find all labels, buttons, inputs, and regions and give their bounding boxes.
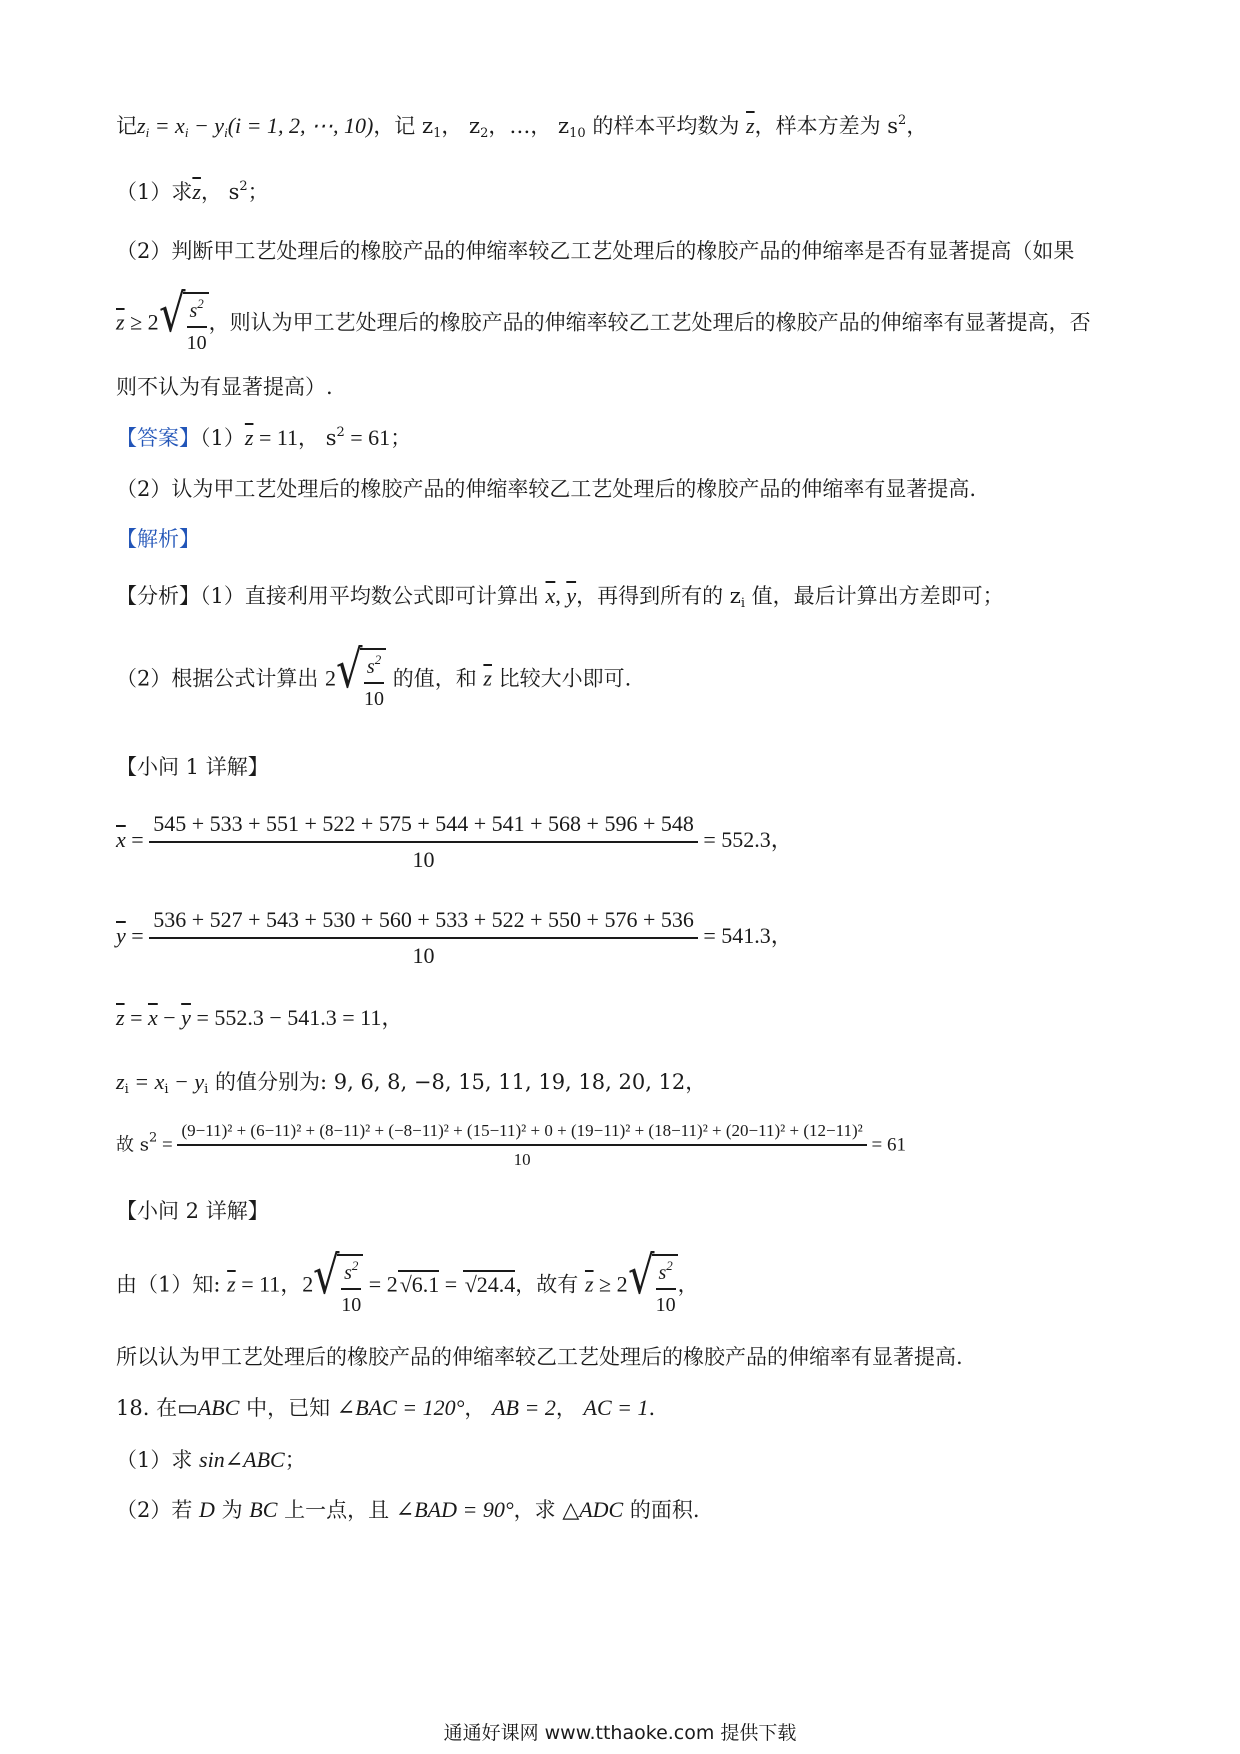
intro-z2-sub: 2 [480,126,489,141]
zbar-y: $\overline{y}$ [181,1005,191,1030]
intro-x-sub: i [184,125,189,140]
answer-eq2: = 61 [344,425,391,450]
sub2-root1-value: 6.1 [411,1271,440,1297]
xbar-symbol: $\overline{x}$ [116,827,126,852]
analysis-sqrt: √ $\frac{s^2}{10}$ [336,640,385,710]
q18-end: . [648,1396,656,1420]
intro-range: (i = 1, 2, ⋯, 10) [227,113,374,138]
q18-ac: AC = 1 [583,1395,649,1420]
zbar-eq2: = 552.3 − 541.3 = 11， [190,1005,404,1030]
intro-sq: 2 [898,113,907,128]
q2-ten: 10 [186,332,207,354]
q18-sep1: ， [464,1396,493,1420]
sub2-sqrt-a: √ $\frac{s^2}{10}$ [313,1246,362,1316]
answer-p1-label: （1） [200,426,245,450]
sub2-ten: 10 [341,1294,362,1316]
q2-sqrt: √ $\frac{s^2}{10}$ [158,284,207,354]
answer-zbar: $\overline{z}$ [244,425,254,450]
zi-list: 的值分别为: 9, 6, 8, −8, 15, 11, 19, 18, 20, 12， [208,1070,707,1094]
question-2-line3: 则不认为有显著提高）. [116,375,333,399]
analysis-zbar: $\overline{z}$ [483,665,492,691]
zi-minus: − y [168,1069,205,1094]
intro-zbar: $\overline{z}$ [746,113,755,138]
ybar-result: = 541.3， [697,923,793,948]
sub2-sqrt-b: √ $\frac{s^2}{10}$ [627,1246,676,1316]
xbar-equation: $\overline{x}$ = $\frac{545 + 533 + 551 + 522 + 575 + 544 + 541 + 568 + 596 + 548}{10}$ = 552.3， [116,811,793,872]
zbar-eq1: = [124,1005,148,1030]
q18-sep2: ， [555,1396,584,1420]
sub2-eq: = 11， [235,1271,303,1297]
q18-p2b: 为 [214,1498,250,1522]
variance-equation: 故 $s^2$ = (9−11)² + (6−11)² + (8−11)² + (−8−11)² + (15−11)² + 0 + (19−11)² + (18−11)² + (20−11)² + (12−11)² 10 = 61 [116,1121,906,1170]
analysis-comma: , [555,583,567,608]
q2-line2-text: ，则认为甲工艺处理后的橡胶产品的伸缩率较乙工艺处理后的橡胶产品的伸缩率有显著提高，否 [208,310,1091,335]
question-18-part1 [116,1446,306,1474]
intro-ellipsis: ，…， z [488,114,570,138]
analysis-sq: 2 [374,652,382,667]
q18-head: 18. 在 [116,1396,178,1420]
sub2-tag: 【小问 2 详解】 [116,1199,269,1223]
q18-p2a: （2）若 [116,1498,200,1522]
q1-end: ； [247,180,269,204]
sub2-mid: ，故有 [515,1272,585,1297]
sub2-s: s [344,1262,352,1284]
sub2-eq2: = 2 [363,1271,398,1297]
zi-sub: i [124,1082,129,1097]
answer-sq: 2 [336,425,345,440]
zbar-equation [116,1004,403,1032]
zbar-x: $\overline{x}$ [147,1005,158,1030]
analysis-ybar: $\overline{y}$ [566,583,577,608]
q18-triangle: ▭ABC [177,1395,240,1420]
variance-numerator: (9−11)² + (6−11)² + (8−11)² + (−8−11)² + (15−11)² + 0 + (19−11)² + (18−11)² + (20−11)² + (12−11)² [177,1120,866,1146]
analysis-p1a: （1）直接利用平均数公式即可计算出 [200,584,546,608]
sub2-zbar: $\overline{z}$ [227,1271,236,1297]
sub2-geq: ≥ 2 [593,1271,628,1297]
variance-fraction [177,1120,866,1171]
analysis-line-2 [116,640,632,712]
intro-prefix: 记 [116,114,137,138]
sub2-two: 2 [302,1271,314,1297]
yi-sub: i [204,1082,209,1097]
q18-mid: 中，已知 [239,1396,337,1420]
q1-sq: 2 [239,179,248,194]
question-1 [116,178,269,206]
sub2-sq-2: 2 [666,1258,673,1273]
q2-sq: 2 [197,296,204,311]
sub2-sq: 2 [351,1258,359,1273]
analysis-tag: 【解析】 [116,527,200,551]
sub2-pre: 由（1）知: [116,1272,228,1297]
analysis-zi-sub: i [740,596,745,611]
xbar-fraction [149,810,698,873]
sub2-root2-value: 24.4 [476,1271,516,1297]
analysis-xbar: $\overline{x}$ [545,583,556,608]
sub2-root1: √6.1 [399,1271,440,1297]
page-footer: 通通好课网 www.tthaoke.com 提供下载 [443,1722,797,1744]
sub1-tag: 【小问 1 详解】 [116,755,269,779]
sub2-conclusion: 所以认为甲工艺处理后的橡胶产品的伸缩率较乙工艺处理后的橡胶产品的伸缩率有显著提高. [116,1345,963,1369]
analysis-s: s [366,656,375,678]
analysis-p2b: 的值，和 [386,666,484,691]
q2-s: s [189,300,198,322]
analysis-p2c: 比较大小即可. [491,666,632,691]
intro-minus-y: − y [188,113,225,138]
intro-z: z [137,113,146,138]
q18-p2d: ，求 [513,1498,563,1522]
analysis-ten: 10 [364,688,385,710]
intro-z2: ， z [441,114,481,138]
q18-ab: AB = 2 [492,1395,556,1420]
analysis-line-1 [116,582,1004,612]
intro-text2: ，样本方差为 s [754,114,899,138]
q2-zbar: $\overline{z}$ [116,309,125,335]
analysis-fenxi-tag: 【分析】 [116,584,200,608]
answer-line-1 [116,424,411,452]
intro-line [116,112,927,142]
question-18-part2 [116,1496,700,1524]
q18-p2e: 的面积. [623,1498,700,1522]
zi-eq: = x [128,1069,165,1094]
answer-end: ； [390,426,412,450]
q1-sep: ， s [200,180,240,204]
q18-p1m: sin∠ABC [199,1447,285,1472]
q18-p1b: ； [284,1448,306,1472]
intro-z-sub: i [145,125,150,140]
question-2-line2 [116,284,1091,356]
xbar-numerator: 545 + 533 + 551 + 522 + 575 + 544 + 541 + 568 + 596 + 548 [149,810,698,843]
intro-y-sub: i [224,125,228,140]
xbar-denominator: 10 [412,846,435,872]
q18-BC: BC [249,1497,278,1522]
intro-eq-x: = x [149,113,185,138]
ybar-denominator: 10 [412,942,435,968]
sub2-end: ， [677,1272,699,1297]
ybar-fraction [149,906,698,969]
sub2-zbar-2: $\overline{z}$ [584,1271,594,1297]
q18-angle: ∠BAC = 120° [336,1395,465,1420]
zi-values [116,1068,706,1098]
ybar-numerator: 536 + 527 + 543 + 530 + 560 + 533 + 522 + 550 + 576 + 536 [149,906,698,939]
question-2-line1: （2）判断甲工艺处理后的橡胶产品的伸缩率较乙工艺处理后的橡胶产品的伸缩率是否有显著提高（如果 [116,239,1075,263]
sub2-ten-2: 10 [655,1294,676,1316]
question-18 [116,1394,655,1422]
variance-sq: 2 [148,1130,158,1146]
q1-zbar: $\overline{z}$ [192,179,201,204]
xi-sub: i [164,1082,169,1097]
answer-line-2: （2）认为甲工艺处理后的橡胶产品的伸缩率较乙工艺处理后的橡胶产品的伸缩率有显著提高. [116,477,977,501]
analysis-p2a: （2）根据公式计算出 [116,666,326,691]
analysis-two: 2 [325,665,337,691]
variance-result: = 61 [866,1134,906,1156]
intro-mid: ，记 z [373,114,434,138]
intro-z10-sub: 10 [569,126,586,141]
answer-eq1: = 11 [253,425,299,450]
intro-end: ， [906,114,928,138]
q1-label: （1）求 [116,180,193,204]
intro-text: 的样本平均数为 [585,114,747,138]
ybar-equation: $\overline{y}$ = $\frac{536 + 527 + 543 + 530 + 560 + 533 + 522 + 550 + 576 + 536}{10}$ = 541.3， [116,907,793,968]
xbar-result: = 552.3， [697,827,793,852]
sub2-equation [116,1246,699,1318]
analysis-p1c: 值，最后计算出方差即可； [745,584,1004,608]
sub2-eq3: = [439,1271,463,1297]
sub2-root2: √24.4 [464,1271,516,1297]
ybar-symbol: $\overline{y}$ [116,923,126,948]
answer-tag: 【答案】 [116,426,200,450]
analysis-p1b: ，再得到所有的 z [576,584,741,608]
answer-sep: ， s [298,426,337,450]
q18-adc: △ADC [562,1497,624,1522]
variance-denominator: 10 [513,1150,531,1170]
q18-p1a: （1）求 [116,1448,200,1472]
variance-gu: 故 s [116,1134,149,1156]
sub2-s-2: s [658,1262,667,1284]
q18-bad: ∠BAD = 90° [395,1497,514,1522]
q18-p2c: 上一点，且 [277,1498,396,1522]
zbar-minus: − [157,1005,182,1030]
zbar-symbol: $\overline{z}$ [116,1005,125,1030]
q2-geq: ≥ 2 [124,309,159,335]
zi-symbol: z [116,1069,125,1094]
q18-D: D [199,1497,215,1522]
intro-z1-sub: 1 [433,126,442,141]
